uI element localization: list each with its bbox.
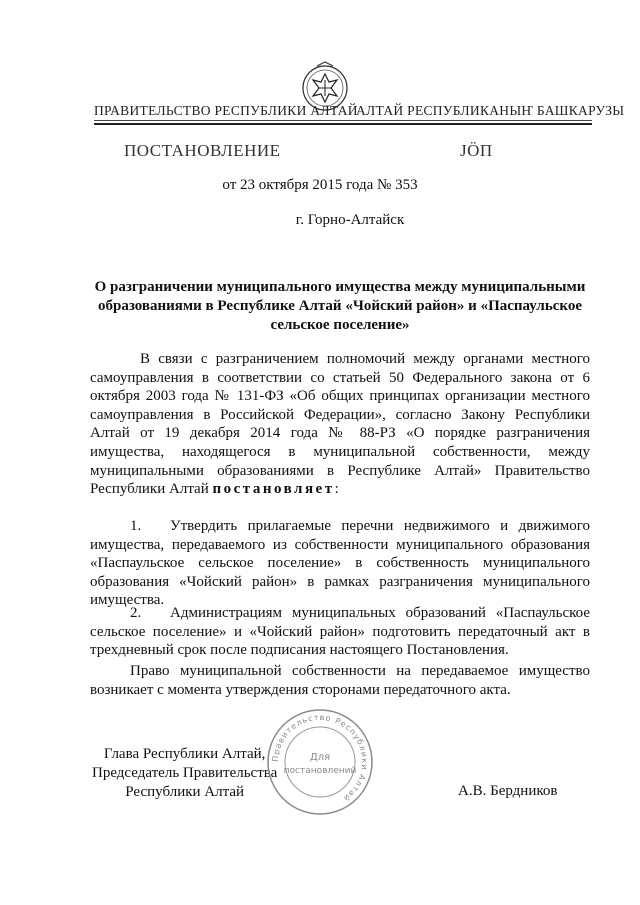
signatory-name: А.В. Бердников — [458, 783, 558, 799]
item-2-text: Администрациям муниципальных образований «Паспаульское сельское поселение» и «Чойский район» подготовить передаточный акт в трехдневный срок после подписания настоящего Постановления. — [90, 605, 590, 659]
doc-type-altai: ЈÖП — [460, 141, 493, 160]
date-line: от 23 октября 2015 года № 353 — [222, 177, 418, 193]
item-2 — [90, 604, 590, 660]
seal-ring-text: Правительство Республики Алтай — [270, 712, 370, 804]
org-name-altai: АЛТАЙ РЕСПУБЛИКАНЫҤ БАШКАРУЗЫ — [356, 103, 625, 118]
seal-center-line-2: постановлений — [283, 766, 357, 776]
resolves-word: постановляет — [212, 481, 335, 498]
official-seal-stamp — [264, 706, 376, 818]
closing-paragraph: Право муниципальной собственности на передаваемое имущество возникает с момента утверждения сторонами передаточного акта. — [90, 663, 590, 698]
item-1-number: 1. — [130, 518, 142, 534]
document-title: О разграничении муниципального имущества между муниципальными образованиями в Республике Алтай «Чойский район» и «Паспаульское сельское поселение» — [94, 279, 586, 333]
header-divider-thick — [94, 123, 592, 125]
signatory-title — [92, 745, 277, 802]
preamble-paragraph — [90, 350, 590, 499]
doc-type-russian: ПОСТАНОВЛЕНИЕ — [124, 141, 281, 160]
signatory-line-1: Глава Республики Алтай, — [103, 746, 266, 762]
city-line: г. Горно-Алтайск — [295, 212, 405, 228]
header-divider-thin — [94, 120, 592, 121]
signatory-line-3: Республики Алтай — [125, 784, 245, 800]
item-1 — [90, 517, 590, 610]
org-name-russian: ПРАВИТЕЛЬСТВО РЕСПУБЛИКИ АЛТАЙ — [94, 103, 358, 118]
item-1-text: Утвердить прилагаемые перечни недвижимого и движимого имущества, передаваемого из собственности муниципального образования «Паспаульское сельское поселение» в собственность муниципального образования «Чойский район» в рамках разграничения муниципального имущества. — [90, 518, 590, 609]
signatory-line-2: Председатель Правительства — [92, 765, 278, 781]
preamble-colon: : — [334, 481, 339, 498]
item-2-number: 2. — [130, 605, 142, 621]
seal-center-line-1: Для — [309, 752, 331, 763]
preamble-text: В связи с разграничением полномочий между органами местного самоуправления в соответствии со статьей 50 Федерального закона от 6 октября 2003 года № 131-ФЗ «Об общих принципах организации местного самоуправления в Российской Федерации», согласно Закону Республики Алтай от 19 декабря 2014 года № 88-РЗ «О порядке разграничения имущества, находящегося в муниципальной собственности, между муниципальными образованиями в Республике Алтай» Правительство Республики Алтай — [90, 351, 590, 498]
